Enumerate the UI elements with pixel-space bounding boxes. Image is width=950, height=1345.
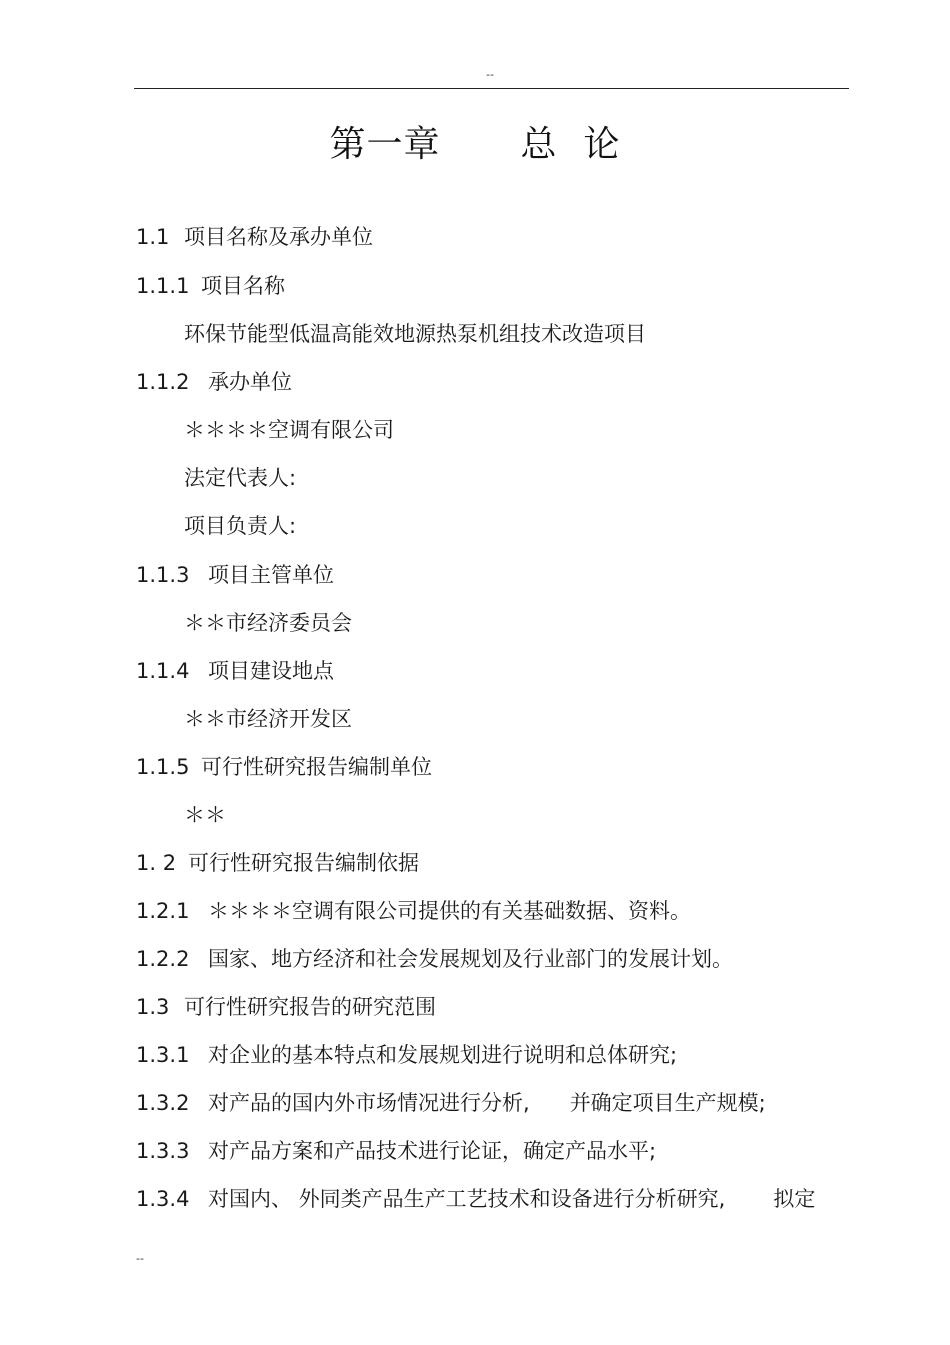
section-title: 可行性研究报告编制依据: [188, 851, 419, 875]
section-heading-1-1-2: [136, 366, 292, 396]
section-title: 可行性研究报告的研究范围: [184, 995, 436, 1019]
item-text-continued: 拟定: [773, 1187, 816, 1211]
section-title: 承办单位: [208, 370, 292, 394]
section-heading-1-1-1: [136, 270, 285, 300]
item-number: 1.3.3: [136, 1139, 190, 1163]
legal-representative-label: 法定代表人:: [184, 466, 297, 490]
authority-text: ＊＊市经济委员会: [184, 611, 352, 635]
section-title: 项目建设地点: [208, 659, 334, 683]
chapter-title: [0, 116, 950, 167]
list-item-1-3-4: [136, 1183, 815, 1213]
item-text: 对国内、 外同类产品生产工艺技术和设备进行分析研究,: [208, 1187, 726, 1211]
list-item-1-3-3: [136, 1135, 656, 1165]
item-number: 1.3.2: [136, 1091, 190, 1115]
section-title: 项目主管单位: [208, 563, 334, 587]
item-text-continued: 并确定项目生产规模;: [569, 1091, 766, 1115]
section-heading-1-1-4: [136, 655, 334, 685]
section-number: 1.1.3: [136, 563, 190, 587]
section-number: 1.1.1: [136, 274, 190, 298]
item-text: ＊＊＊＊空调有限公司提供的有关基础数据、资料。: [208, 899, 691, 923]
section-title: 项目名称: [201, 274, 285, 298]
chapter-title-char-1: 总: [520, 124, 558, 165]
item-number: 1.3.4: [136, 1187, 190, 1211]
preparer-text: ＊＊: [184, 803, 226, 827]
item-text: 对产品方案和产品技术进行论证，确定产品水平;: [208, 1139, 657, 1163]
location-text: ＊＊市经济开发区: [184, 707, 352, 731]
chapter-title-char-2: 论: [583, 124, 621, 165]
section-number: 1. 2: [136, 851, 177, 875]
item-text: 对产品的国内外市场情况进行分析,: [208, 1091, 530, 1115]
section-number: 1.3: [136, 995, 170, 1019]
section-number: 1.1.5: [136, 755, 190, 779]
company-name-text: ＊＊＊＊空调有限公司: [184, 418, 394, 442]
header-rule: [134, 88, 849, 89]
header-mark: --: [486, 68, 494, 81]
section-heading-1-1: [136, 221, 373, 251]
project-lead-label: 项目负责人:: [184, 514, 297, 538]
section-heading-1-1-5: [136, 751, 432, 781]
section-heading-1-1-3: [136, 559, 334, 589]
section-number: 1.1.2: [136, 370, 190, 394]
project-name-text: 环保节能型低温高能效地源热泵机组技术改造项目: [184, 322, 646, 346]
list-item-1-3-2: [136, 1087, 766, 1117]
section-title: 项目名称及承办单位: [184, 225, 373, 249]
section-heading-1-2: [136, 847, 419, 877]
list-item-1-2-2: [136, 943, 733, 973]
section-number: 1.1: [136, 225, 170, 249]
item-number: 1.2.2: [136, 947, 190, 971]
section-title: 可行性研究报告编制单位: [201, 755, 432, 779]
section-number: 1.1.4: [136, 659, 190, 683]
item-number: 1.3.1: [136, 1043, 190, 1067]
item-text: 对企业的基本特点和发展规划进行说明和总体研究;: [208, 1043, 678, 1067]
list-item-1-2-1: [136, 895, 691, 925]
item-number: 1.2.1: [136, 899, 190, 923]
footer-mark: --: [136, 1252, 144, 1265]
chapter-number: 第一章: [329, 124, 441, 165]
item-text: 国家、地方经济和社会发展规划及行业部门的发展计划。: [208, 947, 733, 971]
list-item-1-3-1: [136, 1039, 677, 1069]
section-heading-1-3: [136, 991, 436, 1021]
